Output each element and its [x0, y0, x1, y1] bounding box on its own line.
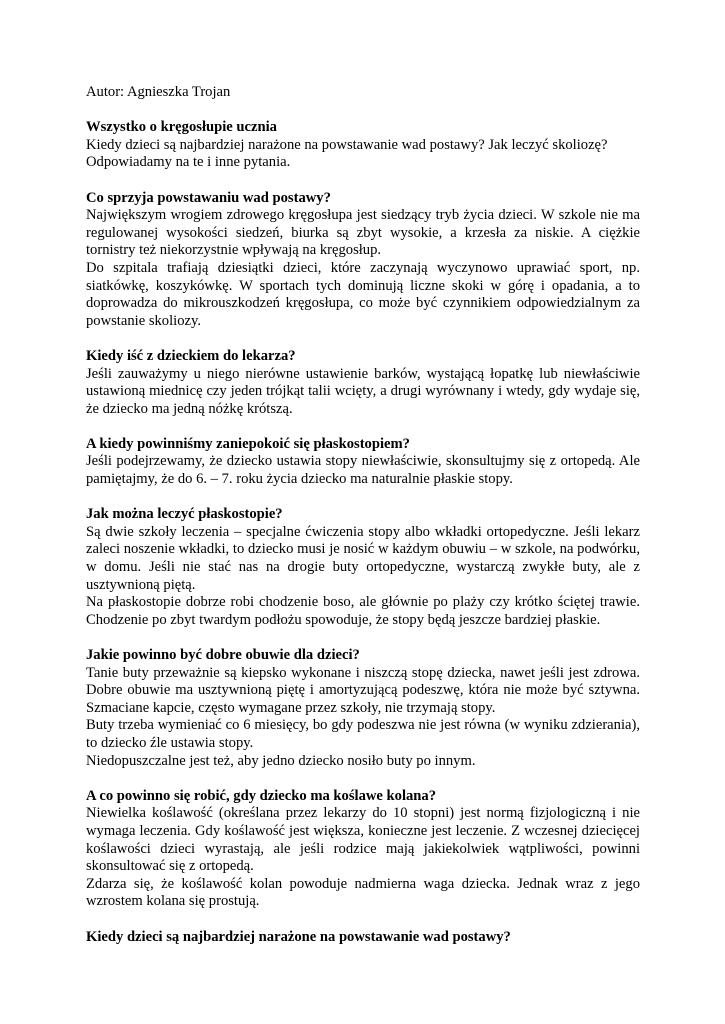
section-flatfoot-concern [86, 436, 640, 489]
section-paragraph: Największym wrogiem zdrowego kręgosłupa jest siedzący tryb życia dzieci. W szkole nie ma regulowanej wysokości siedzeń, biurka są zbyt wysokie, a krzesła za niskie. A ciężkie tornistry też niekorzystnie wpływają na kręgosłup. [86, 207, 640, 259]
section-flatfoot-treatment [86, 506, 640, 629]
section-paragraph: Niewielka koślawość (określana przez lekarzy do 10 stopni) jest normą fizjologiczną i nie wymaga leczenia. Gdy koślawość jest większa, konieczne jest leczenie. Z wczesnej dziecięcej koślawości dzieci wyrastają, ale jeśli rodzice mają jakiekolwiek wątpliwości, powinni skonsultować się z ortopedą. [86, 805, 640, 875]
section-causes [86, 190, 640, 331]
section-paragraph: Niedopuszczalne jest też, aby jedno dziecko nosiło buty po innym. [86, 752, 476, 769]
section-heading: Kiedy dzieci są najbardziej narażone na powstawanie wad postawy? [86, 928, 511, 945]
section-heading: Jakie powinno być dobre obuwie dla dzieci? [86, 647, 360, 663]
section-heading: A kiedy powinniśmy zaniepokoić się płaskostopiem? [86, 435, 410, 452]
section-heading: Wszystko o kręgosłupie ucznia [86, 119, 277, 136]
section-spine-intro [86, 119, 640, 172]
section-paragraph: Tanie buty przeważnie są kiepsko wykonane i niszczą stopę dziecka, nawet jeśli jest zdrowa. Dobre obuwie ma usztywnioną piętę i amortyzującą podeszwę, która nie może być sztywna. Szmaciane kapcie, często wymagane przez szkoły, nie trzymają stopy. [86, 664, 640, 716]
section-paragraph: Jeśli podejrzewamy, że dziecko ustawia stopy niewłaściwie, skonsultujmy się z ortopedą. Ale pamiętajmy, że do 6. – 7. roku życia dziecko ma naturalnie płaskie stopy. [86, 453, 640, 488]
section-heading: A co powinno się robić, gdy dziecko ma koślawe kolana? [86, 787, 437, 804]
section-paragraph: Kiedy dzieci są najbardziej narażone na powstawanie wad postawy? Jak leczyć skoliozę? Odpowiadamy na te i inne pytania. [86, 136, 608, 171]
section-heading: Kiedy iść z dzieckiem do lekarza? [86, 347, 296, 364]
section-risk-age [86, 929, 640, 947]
section-knock-knees [86, 788, 640, 911]
section-paragraph: Do szpitala trafiają dziesiątki dzieci, które zaczynają wyczynowo uprawiać sport, np. siatkówkę, koszykówkę. W sportach tych dominują liczne skoki w górę i opadania, a to doprowadza do mikrouszkodzeń kręgosłupa, co może być czynnikiem odpowiedzialnym za powstanie skoliozy. [86, 259, 640, 329]
author-line: Autor: Agnieszka Trojan [86, 84, 231, 100]
section-footwear [86, 647, 640, 770]
section-paragraph: Jeśli zauważymy u niego nierówne ustawienie barków, wystającą łopatkę lub niewłaściwie ustawioną miednicę czy jeden trójkąt talii wcięty, a drugi wyrównany i wtedy, gdy wydaje się, że dziecko ma jedną nóżkę krótszą. [86, 365, 640, 417]
section-doctor-visit [86, 348, 640, 418]
section-heading: Co sprzyja powstawaniu wad postawy? [86, 189, 331, 206]
document-page [86, 84, 640, 964]
section-paragraph: Buty trzeba wymieniać co 6 miesięcy, bo gdy podeszwa nie jest równa (w wyniku zdzierania), to dziecko źle ustawia stopy. [86, 717, 640, 751]
section-paragraph: Są dwie szkoły leczenia – specjalne ćwiczenia stopy albo wkładki ortopedyczne. Jeśli lekarz zaleci noszenie wkładki, to dziecko musi je nosić w każdym obuwiu – w szkole, na podwórku, w domu. Jeśli nie stać nas na drogie buty ortopedyczne, wystarczą zwykłe buty, ale z usztywnioną piętą. [86, 523, 640, 593]
section-paragraph: Zdarza się, że koślawość kolan powoduje nadmierna waga dziecka. Jednak wraz z jego wzrostem kolana się prostują. [86, 875, 640, 910]
section-heading: Jak można leczyć płaskostopie? [86, 506, 283, 523]
section-paragraph: Na płaskostopie dobrze robi chodzenie boso, ale głównie po plaży czy krótko ściętej trawie. Chodzenie po zbyt twardym podłożu spowoduje, że stopy będą jeszcze bardziej płaskie. [86, 594, 640, 628]
